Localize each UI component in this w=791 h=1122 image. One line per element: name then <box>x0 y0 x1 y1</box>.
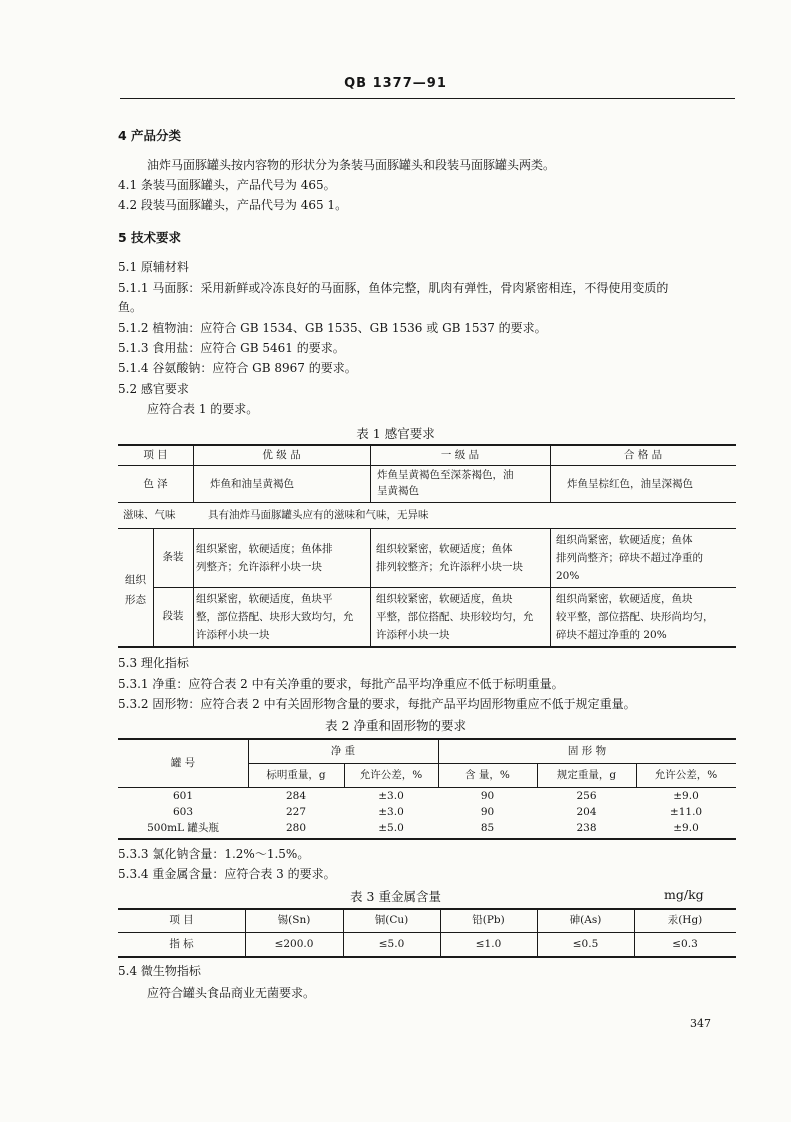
section-5-title: 5 技术要求 <box>118 230 182 245</box>
table2-sub-net-tolerance: 允许公差，% <box>359 769 423 781</box>
table3-header-item: 项 目 <box>169 914 194 926</box>
clause-5-2-text: 应符合表 1 的要求。 <box>147 402 259 416</box>
table2-row-net: 280 <box>285 822 307 834</box>
page-number: 347 <box>690 1017 711 1030</box>
table2-sub-solid-weight: 规定重量，g <box>556 769 617 781</box>
table3-value-as: ≤0.5 <box>572 938 599 950</box>
clause-5-4-text: 应符合罐头食品商业无菌要求。 <box>147 986 316 1000</box>
table1-seg-first: 组织较紧密，软硬适度，鱼块 平整，部位搭配、块形较均匀，允 许添秤小块一块 <box>376 593 534 641</box>
clause-5-3-2: 5.3.2 固形物：应符合表 2 中有关固形物含量的要求，每批产品平均固形物重应不低于规定重量。 <box>118 697 636 711</box>
table2-caption: 表 2 净重和固形物的要求 <box>325 718 466 733</box>
table1-seg-superior: 组织紧密，软硬适度，鱼块平 整，部位搭配、块形大致均匀，允 许添秤小块一块 <box>196 593 354 641</box>
table2-row-net: 227 <box>285 806 307 818</box>
table2-sub-solid-tolerance: 允许公差，% <box>654 769 718 781</box>
clause-5-3-1: 5.3.1 净重：应符合表 2 中有关净重的要求，每批产品平均净重应不低于标明重量。 <box>118 677 564 691</box>
table1-org-label: 组织 形态 <box>125 574 146 606</box>
table2-row-solid-tol: ±9.0 <box>673 822 699 834</box>
header-rule <box>120 98 735 99</box>
table3-header-pb: 铅(Pb) <box>472 914 505 926</box>
table1-color-qualified: 炸鱼呈棕红色，油呈深褐色 <box>567 478 693 490</box>
clause-5-1-3: 5.1.3 食用盐：应符合 GB 5461 的要求。 <box>118 341 345 355</box>
clause-5-1-1-cont: 鱼。 <box>118 300 143 314</box>
clause-5-1-2: 5.1.2 植物油：应符合 GB 1534、GB 1535、GB 1536 或 GB 1537 的要求。 <box>118 321 547 335</box>
table1-taste-value: 具有油炸马面豚罐头应有的滋味和气味，无异味 <box>208 509 429 521</box>
table3-caption: 表 3 重金属含量 <box>350 889 441 904</box>
table1-strip-label: 条装 <box>162 551 184 563</box>
table1-color-label: 色 泽 <box>143 478 168 490</box>
table2-row-can: 603 <box>172 806 194 818</box>
table2-row-can: 500mL 罐头瓶 <box>147 822 219 834</box>
table1-seg-qualified: 组织尚紧密，软硬适度，鱼块 较平整，部位搭配、块形尚均匀， 碎块不超过净重的 20% <box>556 593 714 641</box>
table2-net-label: 净 重 <box>330 745 356 757</box>
table2-sub-content: 含 量，% <box>465 769 510 781</box>
table1-caption: 表 1 感官要求 <box>356 426 435 441</box>
table3-row-label: 指 标 <box>169 938 194 950</box>
table1-color-first: 炸鱼呈黄褐色至深茶褐色，油 呈黄褐色 <box>377 469 514 497</box>
table2-row-solid-tol: ±9.0 <box>673 790 699 802</box>
table2-row-net: 284 <box>285 790 307 802</box>
clause-4-2: 4.2 段装马面豚罐头，产品代号为 465 1。 <box>118 198 348 212</box>
table2-row-net-tol: ±3.0 <box>378 806 404 818</box>
clause-4-1: 4.1 条装马面豚罐头，产品代号为 465。 <box>118 178 336 192</box>
table1-strip-first: 组织较紧密，软硬适度；鱼体 排列较整齐；允许添秤小块一块 <box>376 543 523 573</box>
table1-color-superior: 炸鱼和油呈黄褐色 <box>210 478 294 490</box>
section-4-title: 4 产品分类 <box>118 128 182 143</box>
table1-header-first: 一 级 品 <box>440 449 480 461</box>
table2-can-label: 罐 号 <box>170 757 196 769</box>
table2-row-content: 85 <box>480 822 495 834</box>
clause-5-3-4: 5.3.4 重金属含量：应符合表 3 的要求。 <box>118 867 336 881</box>
table3-value-pb: ≤1.0 <box>475 938 502 950</box>
table3-header-hg: 汞(Hg) <box>667 914 703 926</box>
table2-row-net-tol: ±5.0 <box>378 822 404 834</box>
table3-header-as: 砷(As) <box>569 914 602 926</box>
table2-sub-net-weight: 标明重量，g <box>266 769 326 781</box>
table3-unit: mg/kg <box>664 887 704 902</box>
table2-row-solid: 204 <box>576 806 597 818</box>
table1-header-superior: 优 级 品 <box>262 449 301 461</box>
table1-strip-qualified: 组织尚紧密，软硬适度；鱼体 排列尚整齐；碎块不超过净重的 20% <box>556 534 703 582</box>
table2-row-net-tol: ±3.0 <box>378 790 404 802</box>
clause-5-1: 5.1 原辅材料 <box>118 260 189 274</box>
section-4-intro: 油炸马面豚罐头按内容物的形状分为条装马面豚罐头和段装马面豚罐头两类。 <box>147 158 556 172</box>
document-header: QB 1377—91 <box>344 76 447 91</box>
table2-row-solid: 238 <box>576 822 597 834</box>
table1-header-qualified: 合 格 品 <box>623 449 663 461</box>
table2-row-content: 90 <box>480 806 495 818</box>
clause-5-2: 5.2 感官要求 <box>118 382 189 396</box>
table2-row-content: 90 <box>480 790 495 802</box>
clause-5-1-1: 5.1.1 马面豚：采用新鲜或冷冻良好的马面豚，鱼体完整，肌肉有弹性，骨肉紧密相连，不得使用变质的 <box>118 281 669 295</box>
table2-solid-label: 固 形 物 <box>567 745 607 757</box>
clause-5-4: 5.4 微生物指标 <box>118 964 201 978</box>
table3-header-sn: 锡(Sn) <box>277 914 311 926</box>
clause-5-3: 5.3 理化指标 <box>118 656 189 670</box>
table1-seg-label: 段装 <box>162 610 184 622</box>
table3-value-cu: ≤5.0 <box>378 938 405 950</box>
clause-5-1-4: 5.1.4 谷氨酸钠：应符合 GB 8967 的要求。 <box>118 361 357 375</box>
table2-row-can: 601 <box>172 790 194 802</box>
table3-value-sn: ≤200.0 <box>274 938 314 950</box>
table3-value-hg: ≤0.3 <box>672 938 698 950</box>
clause-5-3-3: 5.3.3 氯化钠含量：1.2%～1.5%。 <box>118 847 310 861</box>
table1-header-item: 项 目 <box>143 449 168 461</box>
table3-header-cu: 铜(Cu) <box>374 914 409 926</box>
table1-strip-superior: 组织紧密，软硬适度；鱼体排 列整齐；允许添秤小块一块 <box>196 543 333 573</box>
table2-row-solid: 256 <box>576 790 597 802</box>
table1-taste-label: 滋味、气味 <box>123 509 176 521</box>
table2-row-solid-tol: ±11.0 <box>669 806 703 818</box>
